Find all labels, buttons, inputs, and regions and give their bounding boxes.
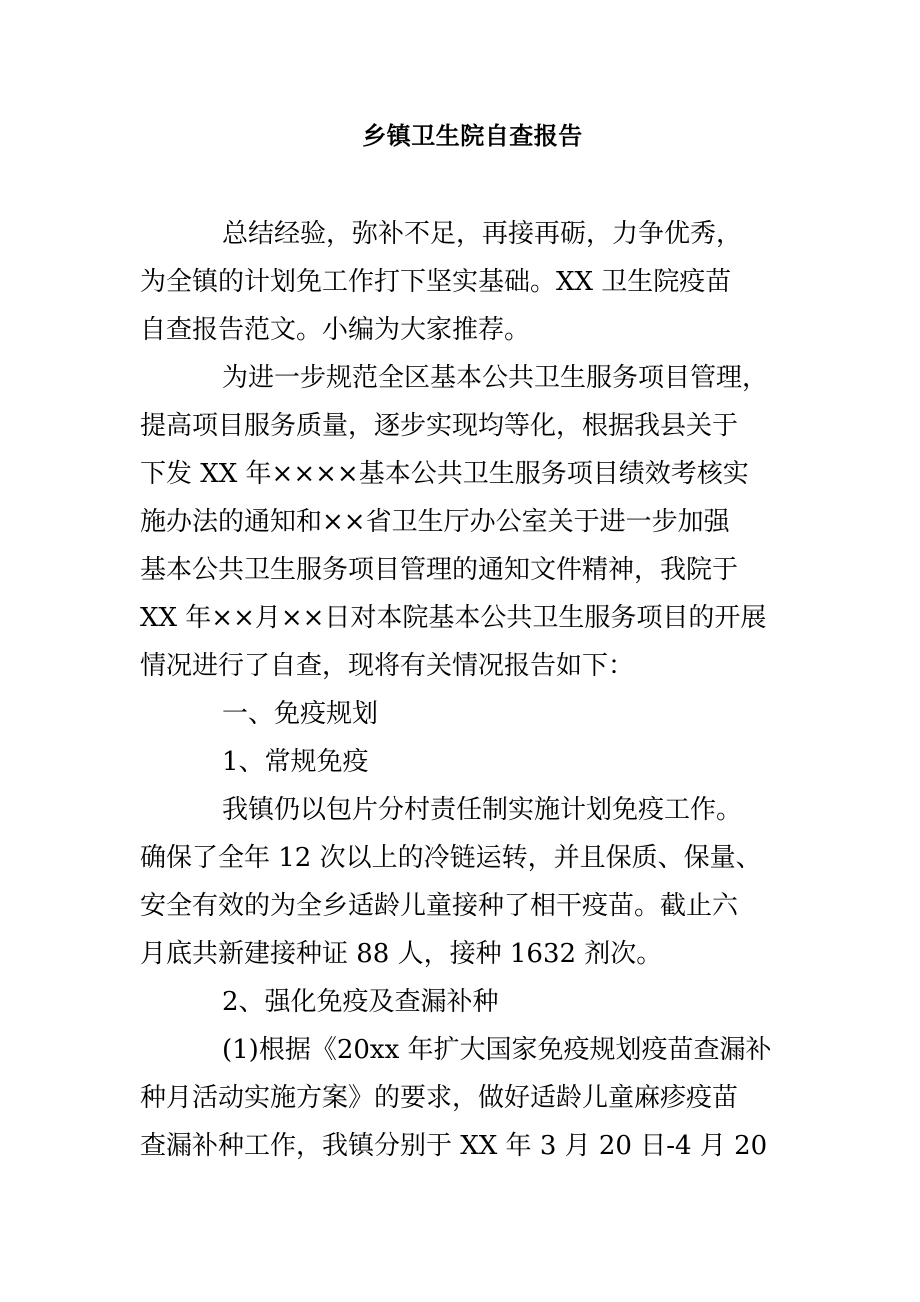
paragraph-line: (1)根据《20xx 年扩大国家免疫规划疫苗查漏补	[222, 1035, 772, 1065]
document-title: 乡镇卫生院自查报告	[362, 121, 583, 150]
paragraph-line: 月底共新建接种证 88 人，接种 1632 剂次。	[140, 939, 663, 969]
paragraph-line: 自查报告范文。小编为大家推荐。	[140, 315, 531, 345]
paragraph-line: 下发 XX 年××××基本公共卫生服务项目绩效考核实	[140, 459, 749, 489]
paragraph-line: 查漏补种工作，我镇分别于 XX 年 3 月 20 日-4 月 20	[140, 1131, 768, 1161]
paragraph-line: 安全有效的为全乡适龄儿童接种了相干疫苗。截止六	[140, 891, 739, 921]
paragraph-line: 为进一步规范全区基本公共卫生服务项目管理，	[222, 363, 769, 393]
paragraph-line: 确保了全年 12 次以上的冷链运转，并且保质、保量、	[140, 843, 762, 873]
subsection-heading: 2、强化免疫及查漏补种	[222, 987, 499, 1017]
section-heading: 一、免疫规划	[222, 699, 379, 729]
paragraph-line: 提高项目服务质量，逐步实现均等化，根据我县关于	[140, 411, 739, 441]
paragraph-line: 为全镇的计划免工作打下坚实基础。XX 卫生院疫苗	[140, 267, 732, 297]
subsection-heading: 1、常规免疫	[222, 747, 369, 777]
paragraph-line: XX 年××月××日对本院基本公共卫生服务项目的开展	[140, 603, 767, 633]
paragraph-line: 我镇仍以包片分村责任制实施计划免疫工作。	[222, 795, 743, 825]
paragraph-line: 总结经验，弥补不足，再接再砺，力争优秀，	[222, 219, 743, 249]
paragraph-line: 基本公共卫生服务项目管理的通知文件精神，我院于	[140, 555, 739, 585]
document-body	[140, 210, 790, 1170]
paragraph-line: 种月活动实施方案》的要求，做好适龄儿童麻疹疫苗	[140, 1083, 739, 1113]
paragraph-line: 施办法的通知和××省卫生厅办公室关于进一步加强	[140, 507, 730, 537]
paragraph-line: 情况进行了自查，现将有关情况报告如下：	[140, 651, 635, 681]
